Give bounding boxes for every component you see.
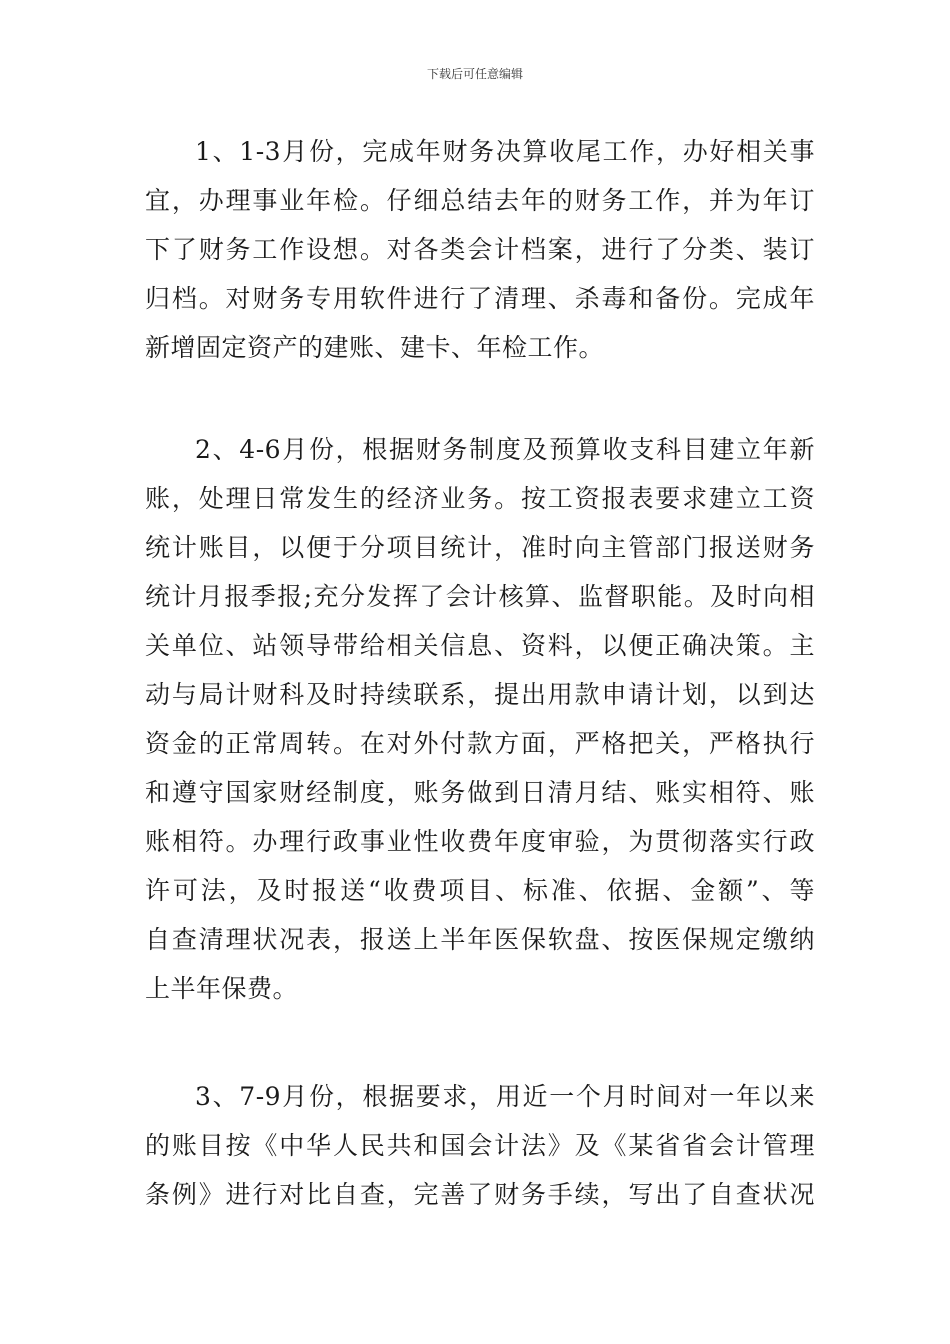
paragraph-line: 动与局计财科及时持续联系，提出用款申请计划，以到达 [145, 680, 815, 709]
paragraph-line: 归档。对财务专用软件进行了清理、杀毒和备份。完成年 [145, 284, 815, 313]
paragraph-line: 宜，办理事业年检。仔细总结去年的财务工作，并为年订 [145, 186, 815, 215]
paragraph-line: 新增固定资产的建账、建卡、年检工作。 [145, 333, 605, 362]
paragraph-line: 账，处理日常发生的经济业务。按工资报表要求建立工资 [145, 484, 815, 513]
paragraph-line: 统计月报季报;充分发挥了会计核算、监督职能。及时向相 [145, 582, 815, 611]
paragraph-line: 3、7-9月份，根据要求，用近一个月时间对一年以来 [195, 1082, 815, 1111]
paragraph-line: 的账目按《中华人民共和国会计法》及《某省省会计管理 [145, 1131, 815, 1160]
paragraph-line: 账相符。办理行政事业性收费年度审验，为贯彻落实行政 [145, 827, 815, 856]
paragraph-line: 许可法，及时报送“收费项目、标准、依据、金额”、等 [145, 876, 815, 905]
paragraph-line: 1、1-3月份，完成年财务决算收尾工作，办好相关事 [195, 137, 815, 166]
paragraph-q3 [145, 1072, 815, 1219]
paragraph-line: 下了财务工作设想。对各类会计档案，进行了分类、装订 [145, 235, 815, 264]
paragraph-line: 和遵守国家财经制度，账务做到日清月结、账实相符、账 [145, 778, 815, 807]
paragraph-line: 2、4-6月份，根据财务制度及预算收支科目建立年新 [195, 435, 815, 464]
paragraph-line: 条例》进行对比自查，完善了财务手续，写出了自查状况 [145, 1180, 815, 1209]
paragraph-line: 上半年保费。 [145, 974, 299, 1003]
paragraph-line: 资金的正常周转。在对外付款方面，严格把关，严格执行 [145, 729, 815, 758]
paragraph-line: 统计账目，以便于分项目统计，准时向主管部门报送财务 [145, 533, 815, 562]
paragraph-line: 关单位、站领导带给相关信息、资料，以便正确决策。主 [145, 631, 815, 660]
download-note-header: 下载后可任意编辑 [426, 67, 523, 81]
paragraph-q1 [145, 127, 815, 372]
paragraph-q2 [145, 425, 815, 1013]
paragraph-line: 自查清理状况表，报送上半年医保软盘、按医保规定缴纳 [145, 925, 815, 954]
